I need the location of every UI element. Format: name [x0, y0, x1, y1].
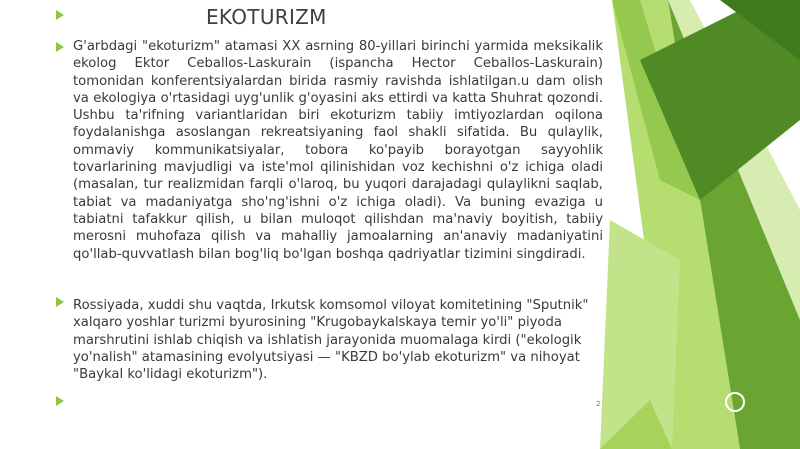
bullet-icon	[56, 42, 64, 52]
bullet-icon	[56, 297, 64, 307]
slide-title: EKOTURIZM	[206, 5, 327, 29]
paragraph-russia: Rossiyada, xuddi shu vaqtda, Irkutsk komsomol viloyat komitetining "Sputnik" xalqaro yoshlar turizmi byurosining "Krugobaykalskaya temir yo'li" piyoda marshrutini ishlab chiqish va ishlatish jarayonida muomalaga kirdi ("ekologik yo'nalish" atamasining evolyutsiyasi — "KBZD bo'ylab ekoturizm" va nihoyat "Baykal ko'lidagi ekoturizm").	[73, 298, 589, 383]
page-number: 2	[596, 400, 601, 408]
bullet-icon	[56, 396, 64, 406]
navigation-circle-icon[interactable]	[725, 392, 745, 412]
paragraph-origin: G'arbdagi "ekoturizm" atamasi XX asrning 80-yillari birinchi yarmida meksikalik ekolog Ektor Ceballos-Laskurain (ispancha Hector Ceballos-Laskurain) tomonidan konferentsiyalardan birida rasmiy ravishda ishlatilgan.u dam olish va ekologiya o'rtasidagi uyg'unlik g'oyasini aks ettirdi va katta Shuhrat qozondi. Ushbu ta'rifning variantlaridan biri ekoturizm tabiiy imtiyozlardan oqilona foydalanishga asoslangan rekreatsiyaning faol shakli sifatida. Bu qulaylik, ommaviy kommunikatsiyalar, tobora ko'payib borayotgan sayyohlik tovarlarining mavjudligi va iste'mol qilinishidan voz kechishni o'z ichiga oladi (masalan, tur realizmidan farqli o'laroq, bu yuqori darajadagi qulaylikni saqlab, tabiat va madaniyatga sho'ng'ishni o'z ichiga oladi). Va buning evaziga u tabiatni tafakkur qilish, u bilan muloqot qilishdan ma'naviy boyitish, tabiiy merosni muhofaza qilish va mahalliy jamoalarning an'anaviy madaniyatini qo'llab-quvvatlash bilan bog'liq bo'lgan boshqa qadriyatlar tizimini singdiradi.	[73, 39, 603, 262]
bullet-icon	[56, 10, 64, 20]
